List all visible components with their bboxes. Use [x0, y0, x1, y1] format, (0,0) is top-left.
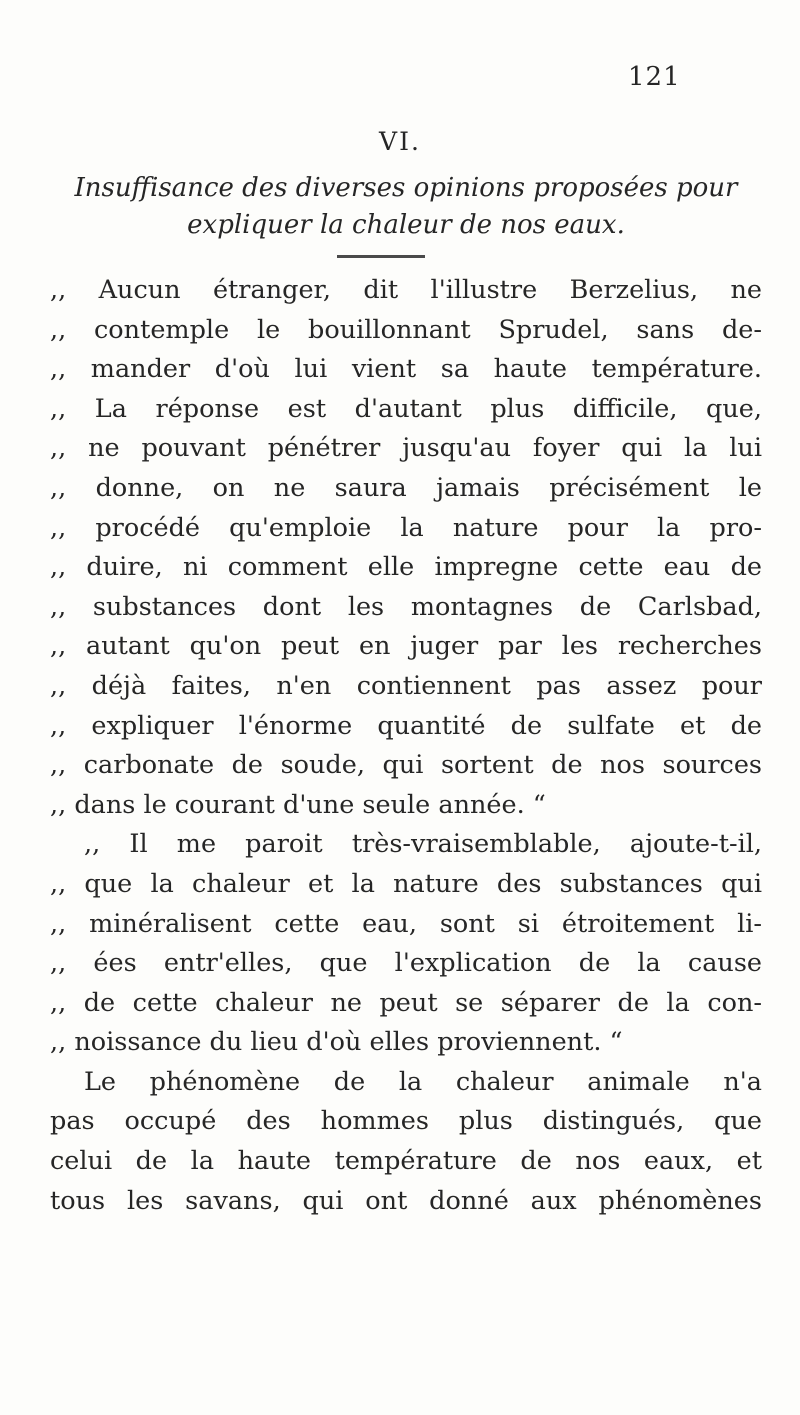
text-line: ,, Il me paroit très-vraisemblable, ajoute-t-il,	[84, 829, 762, 860]
text-line: ,, minéralisent cette eau, sont si étroitement li-	[50, 908, 762, 939]
text-line: ,, La réponse est d'autant plus difficile, que,	[50, 393, 762, 424]
text-line: ,, contemple le bouillonnant Sprudel, sans de-	[50, 314, 762, 345]
text-line: ,, mander d'où lui vient sa haute température.	[50, 354, 762, 385]
body-text	[50, 271, 762, 1221]
text-line: ,, dans le courant d'une seule année. “	[50, 789, 546, 820]
text-line: Le phénomène de la chaleur animale n'a	[84, 1066, 762, 1097]
text-line: pas occupé des hommes plus distingués, que	[50, 1106, 762, 1137]
text-line: ,, expliquer l'énorme quantité de sulfate et de	[50, 710, 762, 741]
text-line: ,, autant qu'on peut en juger par les recherches	[50, 631, 762, 662]
section-title	[36, 170, 776, 244]
page-number: 121	[628, 62, 681, 92]
text-line: ,, donne, on ne saura jamais précisément le	[50, 472, 762, 503]
text-line: ,, duire, ni comment elle impregne cette eau de	[50, 552, 762, 583]
text-line: ,, ne pouvant pénétrer jusqu'au foyer qui la lui	[50, 433, 762, 464]
text-line: ,, Aucun étranger, dit l'illustre Berzelius, ne	[50, 275, 762, 305]
text-line: ,, carbonate de soude, qui sortent de nos sources	[50, 750, 762, 781]
text-line: celui de la haute température de nos eaux, et	[50, 1146, 762, 1177]
text-line: ,, noissance du lieu d'où elles proviennent. “	[50, 1027, 623, 1058]
text-line: ,, ées entr'elles, que l'explication de la cause	[50, 948, 762, 979]
section-title-line: Insuffisance des diverses opinions proposées pour	[74, 173, 738, 203]
text-line: tous les savans, qui ont donné aux phénomènes	[50, 1185, 762, 1216]
text-line: ,, procédé qu'emploie la nature pour la pro-	[50, 512, 762, 543]
text-line: ,, que la chaleur et la nature des substances qui	[50, 868, 762, 899]
section-number: VI.	[379, 127, 421, 156]
section-title-line: expliquer la chaleur de nos eaux.	[187, 210, 625, 240]
title-divider	[337, 255, 425, 258]
text-line: ,, déjà faites, n'en contiennent pas assez pour	[50, 670, 762, 701]
text-line: ,, substances dont les montagnes de Carlsbad,	[50, 591, 762, 622]
text-line: ,, de cette chaleur ne peut se séparer de la con-	[50, 987, 762, 1018]
